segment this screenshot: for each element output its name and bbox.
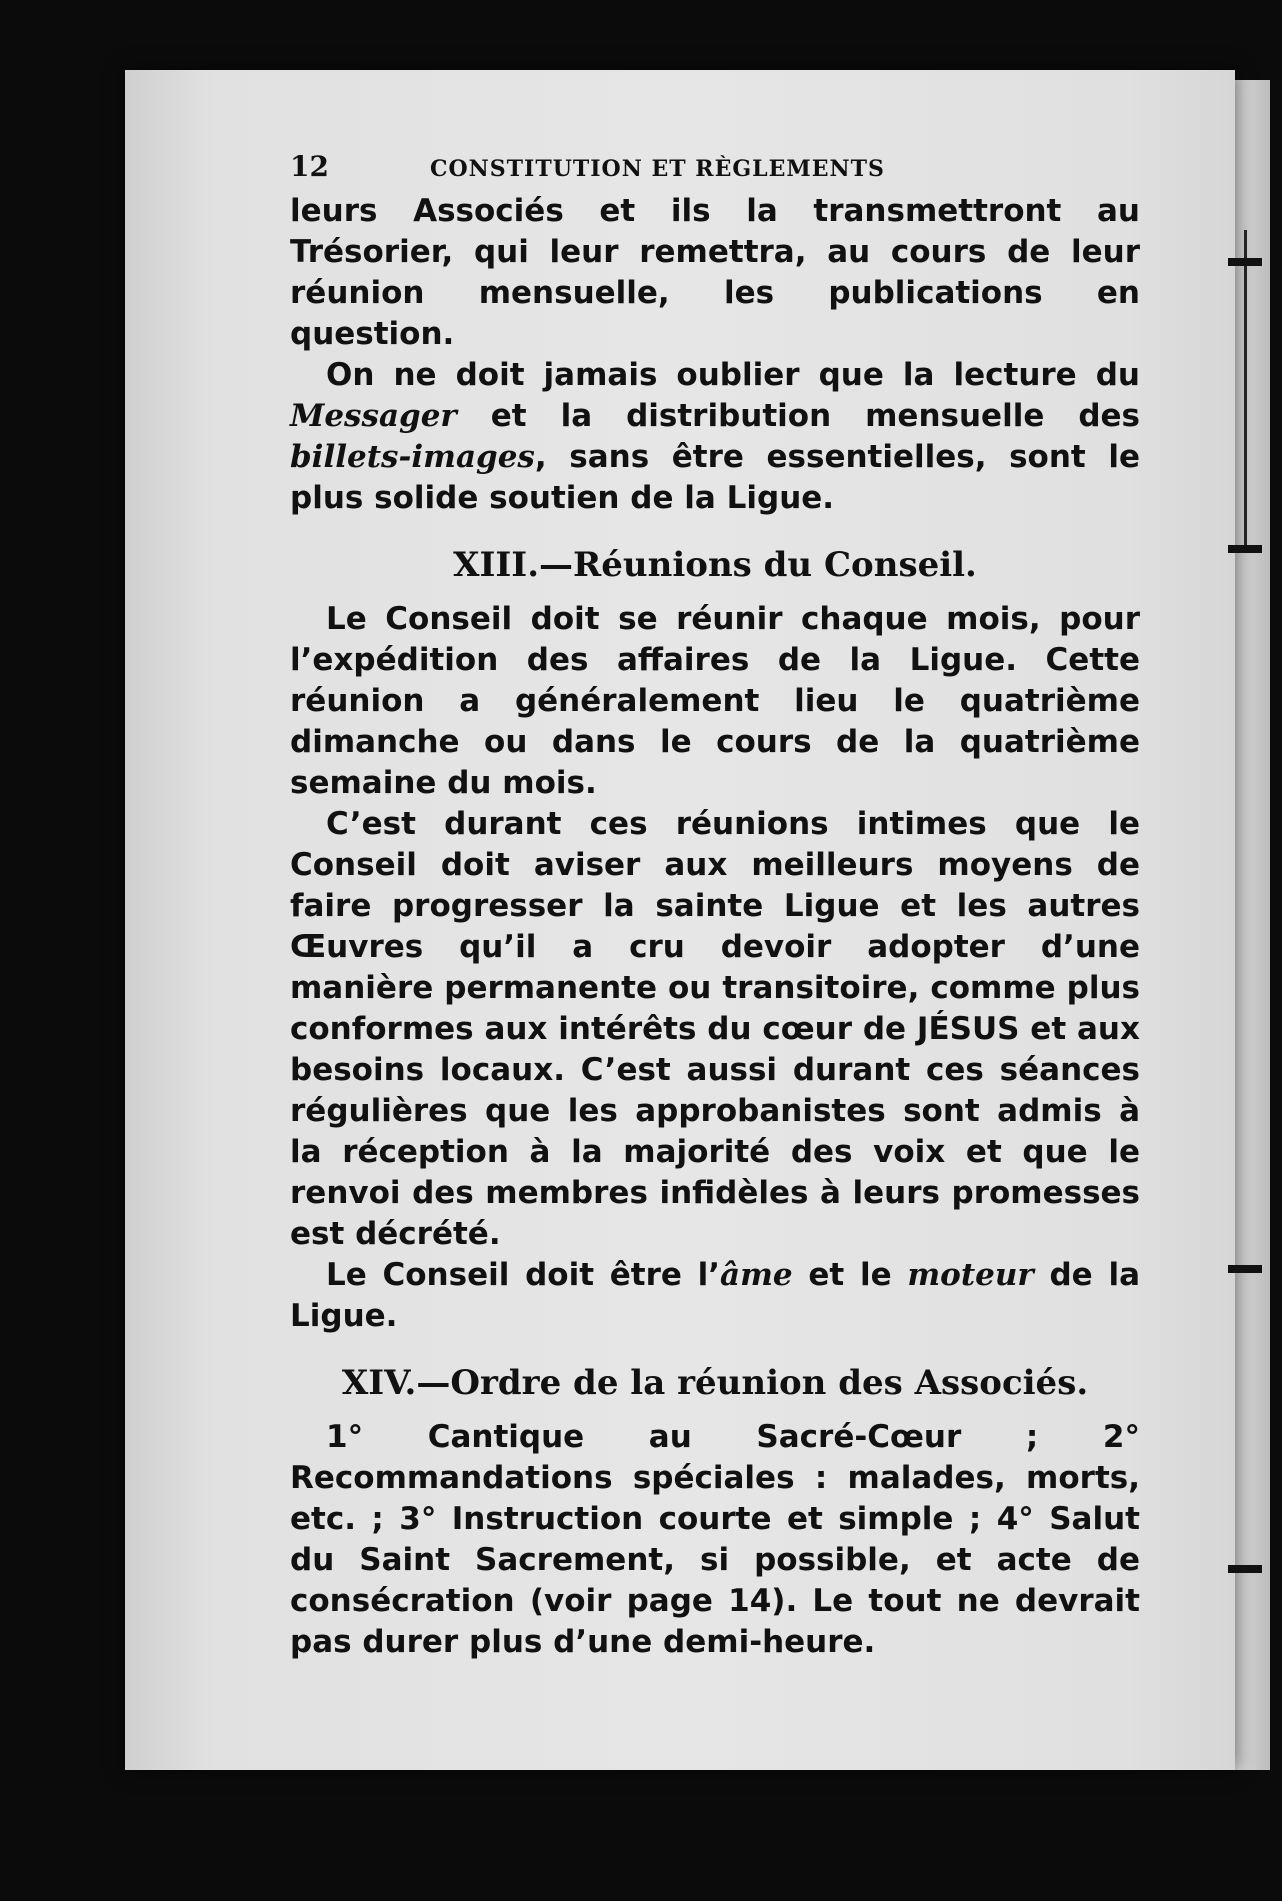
binding-stitch xyxy=(1228,545,1262,553)
page-header xyxy=(290,150,1140,183)
binding-stitch xyxy=(1228,258,1262,266)
paragraph: Le Conseil doit se réunir chaque mois, pour l’expédition des affaires de la Ligue. Cette réunion a généralement lieu le quatrième dimanche ou dans le cours de la quatrième semaine du mois. xyxy=(290,601,1140,801)
text-run: et la distribution mensuelle des xyxy=(456,398,1140,434)
italic-text: billets-images xyxy=(290,439,535,475)
text-run: , sans être essentielles, sont le plus solide soutien de la Ligue. xyxy=(290,439,1140,516)
paragraph: leurs Associés et ils la transmettront au Trésorier, qui leur remettra, au cours de leur réunion mensuelle, les publications en question. xyxy=(290,193,1140,352)
italic-text: Messager xyxy=(290,398,457,434)
section-heading-xiii: XIII.—Réunions du Conseil. xyxy=(453,545,977,585)
page-number: 12 xyxy=(290,150,329,183)
text-run: On ne doit jamais oublier que la lecture du xyxy=(326,357,1140,393)
italic-text: âme xyxy=(720,1257,793,1293)
paragraph: C’est durant ces réunions intimes que le Conseil doit aviser aux meilleurs moyens de faire progresser la sainte Ligue et les autres Œuvres qu’il a cru devoir adopter d’une manière permanente ou transitoire, comme plus conformes aux intérêts du cœur de JÉSUS et aux besoins locaux. C’est aussi durant ces séances régulières que les approbanistes sont admis à la réception à la majorité des voix et que le renvoi des membres infidèles à leurs promesses est décrété. xyxy=(290,806,1140,1252)
paragraph xyxy=(290,1255,1140,1337)
binding-stitch xyxy=(1228,1265,1262,1273)
text-run: et le xyxy=(792,1257,908,1293)
italic-text: moteur xyxy=(907,1257,1034,1293)
section-heading-xiv: XIV.—Ordre de la réunion des Associés. xyxy=(341,1363,1089,1403)
text-run: Le Conseil doit être l’ xyxy=(326,1257,721,1293)
text-run: de la Ligue. xyxy=(290,1257,1140,1334)
page-content xyxy=(290,150,1140,1663)
binding-stitch xyxy=(1228,1565,1262,1573)
paragraph: 1° Cantique au Sacré-Cœur ; 2° Recommandations spéciales : malades, morts, etc. ; 3° Instruction courte et simple ; 4° Salut du Saint Sacrement, si possible, et acte de consécration (voir page 14). Le tout ne devrait pas durer plus d’une demi-heure. xyxy=(290,1419,1140,1660)
paragraph xyxy=(290,355,1140,519)
running-head: CONSTITUTION ET RÈGLEMENTS xyxy=(430,156,885,182)
binding-thread xyxy=(1244,230,1247,550)
